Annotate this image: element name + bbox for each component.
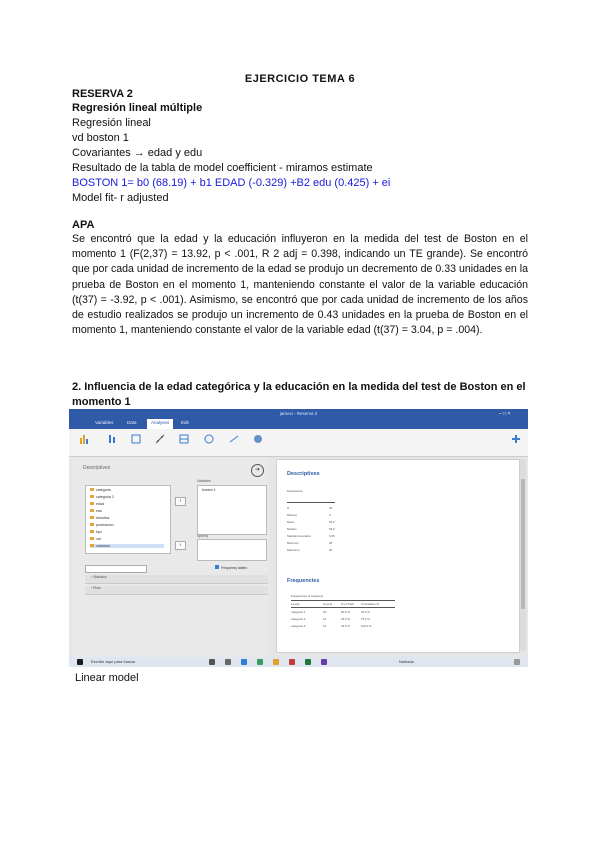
jamovi-screenshot xyxy=(69,409,528,667)
stat-label: N xyxy=(287,506,290,510)
freq-column-header: % of Total xyxy=(341,602,354,606)
stat-label: Median xyxy=(287,527,297,531)
jamovi-taskbar-icon[interactable] xyxy=(321,659,327,665)
heading-reserva: RESERVA 2 xyxy=(72,88,133,100)
freq-cell: categoria 3 xyxy=(291,624,306,628)
move-to-split-button[interactable]: › xyxy=(175,541,186,550)
stat-label: Missing xyxy=(287,513,297,517)
tab-variables[interactable]: Variables xyxy=(95,420,114,425)
run-arrow-icon[interactable]: ➜ xyxy=(251,464,264,477)
variable-item[interactable]: categoria 2 xyxy=(90,495,114,499)
frequencies-subtitle: Frequencies of categoria xyxy=(291,594,323,598)
freq-cell: 50.0 % xyxy=(341,610,350,614)
line-vd-boston: vd boston 1 xyxy=(72,132,129,144)
variable-item[interactable]: estudios xyxy=(90,516,109,520)
analyses-ribbon xyxy=(69,429,528,457)
selected-variables-box[interactable] xyxy=(197,485,267,535)
stat-label: Maximum xyxy=(287,548,300,552)
variable-item[interactable]: tipo xyxy=(90,530,102,534)
line-model-fit: Model fit- r adjusted xyxy=(72,192,169,204)
results-title: Descriptives xyxy=(287,471,320,477)
stat-value: 0 xyxy=(329,513,331,517)
descriptives-subtitle: Descriptives xyxy=(287,489,303,493)
apa-paragraph: Se encontró que la edad y la educación influyeron en la medida del test de Boston en el momento 1 (F(2,37) = 13.92, p < .001, R 2 adj = 0.398, indicando un TE grande). Se encontró que por cada unidad de incremento de la edad se produjo un decremento de 0.33 unidades en la prueba de Boston en el momento 1, manteniendo constante el valor de la variable educación (t(37) = -3.92, p < .001). Asimismo, se encontró que por cada unidad de incremento de los años de estudio realizados se produjo un incremento de 0.43 unidades en la prueba de Boston en el momento 1, manteniendo constante el valor de la variable edad (t(37) = 3.04, p = .004). xyxy=(72,233,528,337)
windows-start-icon[interactable] xyxy=(77,659,83,665)
regression-icon[interactable] xyxy=(155,434,165,444)
stat-value: 54.0 xyxy=(329,527,335,531)
r-module-icon[interactable] xyxy=(253,434,263,444)
stat-value: 40 xyxy=(329,506,333,510)
freq-column-header: Levels xyxy=(291,602,300,606)
heading-regresion: Regresión lineal múltiple xyxy=(72,102,203,114)
title-bar xyxy=(69,409,528,429)
variable-item[interactable]: var xyxy=(90,537,101,541)
stat-value: 35 xyxy=(329,541,333,545)
table-rule xyxy=(287,502,335,503)
line-covariantes: Covariantes → edad y edu xyxy=(72,147,203,159)
variable-item[interactable]: edu xyxy=(90,509,102,513)
taskbar-search[interactable]: Escribe aquí para buscar xyxy=(91,659,136,664)
weather-status: Nublado xyxy=(399,659,414,664)
variables-box-label: Variables xyxy=(197,479,211,483)
freq-cell: 50.0 % xyxy=(361,610,370,614)
variable-list[interactable] xyxy=(85,485,171,554)
modules-icon[interactable] xyxy=(511,434,521,444)
chrome-icon[interactable] xyxy=(257,659,263,665)
analysis-options-panel xyxy=(73,457,269,657)
tab-edit[interactable]: Edit xyxy=(181,420,189,425)
app-icon[interactable] xyxy=(289,659,295,665)
variable-item[interactable]: categoria xyxy=(90,488,111,492)
regression-equation: BOSTON 1= b0 (68.19) + b1 EDAD (-0.329) +B2 edu (0.425) + ei xyxy=(72,177,391,189)
table-rule xyxy=(291,600,395,601)
anova-icon[interactable] xyxy=(131,434,141,444)
freq-cell: 10 xyxy=(323,617,327,621)
variable-item[interactable]: edad xyxy=(90,502,104,506)
results-scrollbar[interactable] xyxy=(520,459,526,651)
split-by-box[interactable] xyxy=(197,539,267,561)
heading-apa: APA xyxy=(72,219,95,231)
factor-icon[interactable] xyxy=(204,434,214,444)
freq-cell: categoria 2 xyxy=(291,617,306,621)
exploration-icon[interactable] xyxy=(79,434,89,444)
tab-data[interactable]: Data xyxy=(127,420,137,425)
stat-value: 6.65 xyxy=(329,534,335,538)
frequency-tables-checkbox[interactable]: Frequency tables xyxy=(215,565,247,570)
freq-column-header: Counts xyxy=(323,602,333,606)
stat-value: 52.2 xyxy=(329,520,335,524)
variable-item[interactable]: varianza xyxy=(90,544,164,548)
variable-item[interactable]: puntuacion xyxy=(90,523,114,527)
stat-label: Minimum xyxy=(287,541,299,545)
freq-cell: 25.0 % xyxy=(341,624,350,628)
notifications-icon[interactable] xyxy=(514,659,520,665)
plots-section[interactable]: › Plots xyxy=(85,586,268,595)
folder-icon[interactable] xyxy=(273,659,279,665)
windows-taskbar xyxy=(69,657,528,667)
window-controls-icon[interactable]: – □ × xyxy=(499,411,511,417)
stat-value: 60 xyxy=(329,548,333,552)
split-dropdown[interactable] xyxy=(85,565,147,573)
edge-icon[interactable] xyxy=(241,659,247,665)
freq-cell: 75.0 % xyxy=(361,617,370,621)
table-rule xyxy=(291,607,395,608)
panel-title: Descriptives xyxy=(83,465,111,471)
selected-variable[interactable]: boston 1 xyxy=(202,488,216,492)
line-regresion-lineal: Regresión lineal xyxy=(72,117,151,129)
figure-caption: Linear model xyxy=(75,672,139,684)
split-box-label: Split by xyxy=(197,534,209,538)
freq-cell: 100.0 % xyxy=(361,624,372,628)
statistics-section[interactable]: › Statistics xyxy=(85,575,268,584)
line-resultado: Resultado de la tabla de model coefficient - miramos estimate xyxy=(72,162,373,174)
freq-cell: 10 xyxy=(323,624,327,628)
document-title: EJERCICIO TEMA 6 xyxy=(244,73,356,85)
freq-cell: 20 xyxy=(323,610,327,614)
section2-heading: 2. Influencia de la edad categórica y la educación en la medida del test de Boston en el momento 1 xyxy=(72,381,526,408)
spreadsheet-icon[interactable] xyxy=(305,659,311,665)
frequencies-title: Frequencies xyxy=(287,578,320,584)
freq-column-header: Cumulative % xyxy=(361,602,379,606)
freq-cell: categoria 1 xyxy=(291,610,306,614)
task-view-icon[interactable] xyxy=(209,659,215,665)
stat-label: Mean xyxy=(287,520,295,524)
stat-label: Standard deviation xyxy=(287,534,312,538)
freq-cell: 25.0 % xyxy=(341,617,350,621)
ttests-icon[interactable] xyxy=(107,434,117,444)
results-panel xyxy=(276,459,520,653)
explorer-icon[interactable] xyxy=(225,659,231,665)
frequencies-icon[interactable] xyxy=(179,434,189,444)
move-to-variables-button[interactable]: › xyxy=(175,497,186,506)
window-title: jamovi - Reserva 2 xyxy=(279,411,318,416)
surv-icon[interactable] xyxy=(229,434,239,444)
tab-analyses[interactable]: Analyses xyxy=(147,419,173,429)
